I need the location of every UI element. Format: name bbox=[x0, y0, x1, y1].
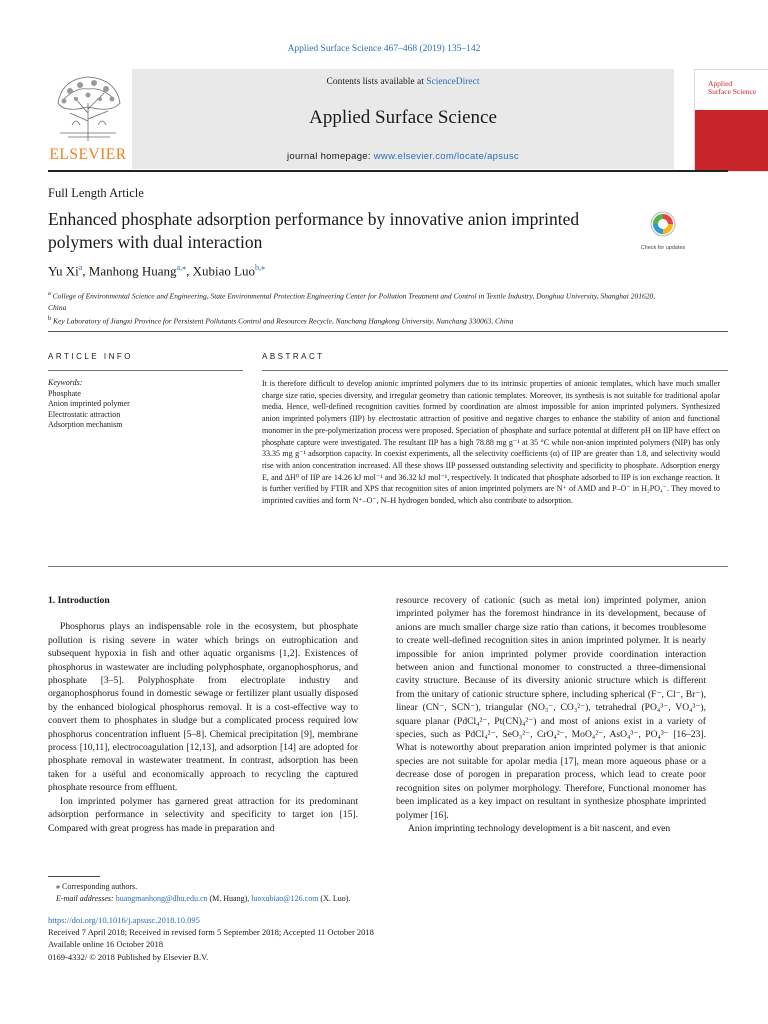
article-type: Full Length Article bbox=[48, 186, 144, 200]
affiliation-sup: a bbox=[48, 290, 51, 297]
author-list: Yu Xi$^a$, Manhong Huang$^{a,⁎}$, Xubiao Luo$^{b,⁎}$ bbox=[48, 263, 266, 279]
doi-link[interactable]: https://doi.org/10.1016/j.apsusc.2018.10.095 bbox=[48, 915, 200, 925]
author-sup[interactable]: b,⁎ bbox=[255, 263, 266, 272]
received-dates: Received 7 April 2018; Received in revised form 5 September 2018; Accepted 11 October 2018 bbox=[48, 927, 374, 938]
email-owner: (M. Huang), bbox=[207, 894, 252, 903]
keyword-item: Adsorption mechanism bbox=[48, 420, 123, 429]
cover-title bbox=[708, 80, 756, 96]
journal-info-box bbox=[132, 69, 674, 169]
paragraph: Ion imprinted polymer has garnered great attraction for its predominant adsorption performance in selectivity and specificity to target ion [15]. Compared with great progress has made in preparation and bbox=[48, 795, 358, 834]
journal-name: Applied Surface Science bbox=[309, 107, 497, 128]
paragraph: Phosphorus plays an indispensable role in the ecosystem, but phosphate pollution is rising severe in water which brings on eutrophication and subsequent hypoxia in fish and other aquatic organisms [1,2]. Existences of phosphorus in wastewater are including polyphosphate, organophosphorus, and phosphate [3–5]. Polyphosphate from electroplate industry and organophosphorus found in domestic sewage or fertilizer plant usually disposed by the enhanced biological phosphorus removal. It is a cost-effective way to convert them to phosphates in sludge but a complicated process required low phosphorus concentration influent [5–8]. Chemical precipitation [9], membrane process [10,11], electrocoagulation [12,13], and adsorption [14] are adopted for phosphate removal in wastewater treatment. In contrast, adsorption has been taken for a useful and economically approach to recycling the captured phosphate resource from effluent. bbox=[48, 621, 358, 794]
homepage-line bbox=[132, 151, 674, 162]
abstract-text: It is therefore difficult to develop anionic imprinted polymers due to its intrinsic properties of anionic templates, which have much smaller charge size ratio, species diversity, and irregular geometry than cationic templates. Moreover, its synthesis is not suitable for traditional apolar media. Hence, well-defined recognition cavities formed by coordination are almost impossible for anion imprinted polymers. Synthesized anion imprinted polymers (IIP) by electrostatic attraction of positive and negative charges to enhance the stability of anion and functional monomer in the pre-polymerization process were proposed. Speciation of phosphate and surface potential at different pH on IIP have effect on phosphate capture were investigated. The resultant IIP has a high 78.88 mg g⁻¹ at 35 °C while non-anion imprinted polymers (NIP) has only 33.35 mg g⁻¹ adsorption capacity. In coexist experiments, all the selectivity coefficients (α) of IIP are greater than 1.8, and selectivity would rise with anion concentration increased. All these shows IIP possessed outstanding selectivity and specificity to phosphate. Adsorption energy E, and ΔH⁰ of IIP are 14.26 kJ mol⁻¹ and 36.32 kJ mol⁻¹, respectively. It indicated that phosphate adsorbed to IIP is ion exchange reaction. It is further verified by FTIR and XPS that recognition sites of anion imprinted polymers are N⁺ of AMD and P–O⁻ in H₂PO₄⁻. They moved to imprinted cavities and form N⁺–O⁻, N–H hydrogen bonded, which also contribute to adsorption. bbox=[262, 379, 720, 506]
available-online: Available online 16 October 2018 bbox=[48, 939, 164, 950]
homepage-prefix: journal homepage: bbox=[287, 151, 374, 162]
elsevier-tree-icon bbox=[50, 73, 126, 143]
article-title: Enhanced phosphate adsorption performance by innovative anion imprinted polymers with dual interaction bbox=[48, 209, 580, 252]
email-owner: (X. Luo). bbox=[318, 894, 351, 903]
elsevier-wordmark: ELSEVIER bbox=[49, 146, 127, 163]
journal-citation[interactable]: Applied Surface Science 467–468 (2019) 135–142 bbox=[287, 44, 481, 54]
body-column-right bbox=[396, 594, 706, 835]
affiliation-text: College of Environmental Science and Engineering, State Environmental Protection Engineering Center for Pollution Treatment and Control in Textile Industry, Donghua University, Shanghai 201620, China bbox=[48, 291, 656, 312]
article-info-heading: ARTICLE INFO bbox=[48, 352, 133, 361]
footnote-rule bbox=[48, 876, 100, 877]
keyword-item: Anion imprinted polymer bbox=[48, 399, 130, 408]
paragraph: resource recovery of cationic (such as metal ion) imprinted polymer, anion imprinted polymer has the foremost hindrance in its development, because of anions are much smaller charge size ratio than cations, it becomes troublesome to create well-defined recognition sites in anion imprinted polymer. It is nearly impossible for anion imprinted polymer provide coordination interaction between anion and functional monomer to constructed a three-dimensional cavity structure. Because of its diversity anionic structure which is different from the unitary of cationic structure sphere, including spherical (F⁻, Cl⁻, Br⁻), linear (CN⁻, SCN⁻), triangular (NO₃⁻, CO₃²⁻), tetrahedral (PO₄³⁻, VO₄³⁻), square planar (PdCl₄²⁻, Pt(CN)₄²⁻) and most of anions exist in a variety of species, such as PdCl₄²⁻, SeO₃²⁻, CrO₄²⁻, MoO₄²⁻, AsO₄³⁻, PO₄³⁻ [16–23]. What is noteworthy about preparation anion imprinted polymer is that anionic species are not suitable for apolar media [17], mean more aqueous phase or a decrease dose of porogen in preparation process, which lead to create poor recognition sites on polymer morphology. Therefore, Functional monomer has been implicated as a key impact on resultant in synthesize phosphate imprinted polymer [16]. bbox=[396, 595, 706, 821]
crossmark-button[interactable] bbox=[640, 210, 686, 262]
keyword-item: Phosphate bbox=[48, 388, 81, 398]
author-name[interactable]: Yu Xi bbox=[48, 263, 79, 279]
publication-info bbox=[48, 914, 688, 963]
affiliation-text: Key Laboratory of Jiangxi Province for Persistent Pollutants Control and Resources Recycle, Nanchang Hangkong University, Nanchang 330063, China bbox=[53, 316, 514, 325]
elsevier-logo bbox=[48, 69, 128, 169]
footnotes bbox=[56, 881, 696, 905]
crossmark-label: Check for updates bbox=[640, 245, 686, 251]
keywords-label: Keywords: bbox=[48, 378, 83, 387]
author-name[interactable]: Xubiao Luo bbox=[192, 263, 256, 279]
contents-prefix: Contents lists available at bbox=[326, 77, 427, 87]
abstract-bottom-rule bbox=[48, 566, 728, 567]
crossmark-icon bbox=[649, 210, 677, 240]
contents-line bbox=[132, 77, 674, 87]
section-heading-introduction: 1. Introduction bbox=[48, 595, 110, 606]
affiliation-item bbox=[48, 288, 658, 313]
abstract-heading: ABSTRACT bbox=[262, 352, 325, 361]
abstract-rule bbox=[262, 370, 728, 371]
author-name[interactable]: Manhong Huang bbox=[88, 263, 177, 279]
author-sup[interactable]: a bbox=[78, 263, 83, 272]
journal-header bbox=[48, 69, 757, 174]
keyword-item: Electrostatic attraction bbox=[48, 409, 121, 419]
sciencedirect-link[interactable]: ScienceDirect bbox=[426, 77, 480, 87]
paragraph: Anion imprinting technology development is a bit nascent, and even bbox=[408, 822, 671, 834]
article-info-rule bbox=[48, 370, 243, 371]
affiliation-sup: b bbox=[48, 314, 52, 322]
homepage-link[interactable]: www.elsevier.com/locate/apsusc bbox=[373, 151, 519, 162]
email-label: E-mail addresses: bbox=[56, 894, 116, 903]
header-rule bbox=[48, 170, 728, 172]
email-line bbox=[56, 893, 696, 905]
cover-red-panel bbox=[695, 110, 768, 171]
author-sup[interactable]: a,⁎ bbox=[176, 263, 187, 272]
body-column-left bbox=[48, 594, 358, 835]
cover-title-line1: Applied bbox=[708, 79, 733, 88]
email-link[interactable]: huangmanhong@dhu.edu.cn bbox=[115, 894, 208, 903]
affiliation-rule bbox=[48, 331, 728, 332]
affiliation-item bbox=[48, 313, 658, 327]
corresponding-note: ⁎ Corresponding authors. bbox=[56, 882, 138, 891]
email-link[interactable]: luoxubiao@126.com bbox=[251, 894, 319, 903]
keywords-block bbox=[48, 378, 243, 431]
journal-cover-thumbnail[interactable] bbox=[694, 69, 768, 172]
copyright: 0169-4332/ © 2018 Published by Elsevier B.V. bbox=[48, 951, 209, 962]
affiliations bbox=[48, 288, 658, 326]
cover-title-line2: Surface Science bbox=[708, 87, 757, 96]
